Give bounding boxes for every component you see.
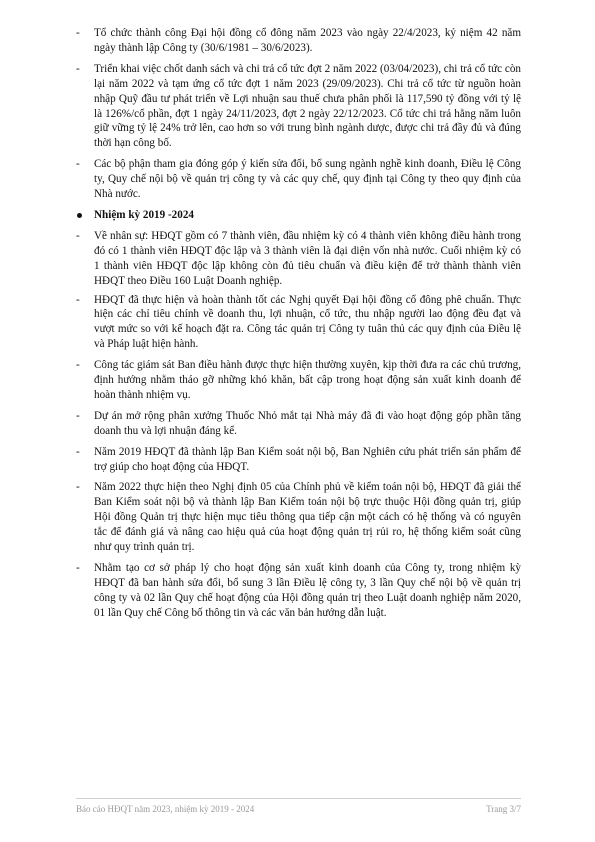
list-item-text: Tổ chức thành công Đại hội đồng cổ đông năm 2023 vào ngày 22/4/2023, kỷ niệm 42 năm ngày thành lập Công ty (30/6/1981 – 30/6/2023).	[94, 27, 521, 54]
list-item	[76, 358, 521, 403]
dash-marker: -	[76, 27, 80, 39]
page-number: Trang 3/7	[486, 804, 521, 814]
section-heading-text: Nhiệm kỳ 2019 -2024	[94, 208, 194, 221]
footer-divider	[76, 798, 521, 799]
dash-marker: -	[76, 293, 80, 306]
list-item	[76, 293, 521, 353]
dash-marker: -	[76, 62, 80, 75]
dash-marker: -	[76, 409, 80, 422]
dash-marker: -	[76, 359, 80, 372]
bullet-dot-icon	[77, 213, 82, 218]
dash-marker: -	[76, 229, 80, 242]
list-item-text: HĐQT đã thực hiện và hoàn thành tốt các Nghị quyết Đại hội đồng cổ đông phê chuẩn. Thực hiện các chỉ tiêu chính về doanh thu, lợi nhuận, cổ tức, thu nhập người lao động đều đạt và vượt mức so với kế hoạch đặt ra. Công tác quản trị Công ty tuân thủ các quy định của Điều lệ và Pháp luật hiện hành.	[94, 293, 521, 351]
list-item	[76, 157, 521, 202]
dash-marker: -	[76, 481, 80, 494]
list-item	[76, 26, 521, 56]
list-item	[76, 445, 521, 475]
list-item-text: Nhằm tạo cơ sở pháp lý cho hoạt động sản xuất kinh doanh của Công ty, trong nhiệm kỳ HĐQT đã ban hành sửa đổi, bổ sung 3 lần Điều lệ công ty, 3 lần Quy chế nội bộ về quản trị công ty và 02 lần Quy chế hoạt động của Hội đồng quản trị theo Luật doanh nghiệp năm 2020, 01 lần Quy chế Công bố thông tin và các văn bản hướng dẫn luật.	[94, 562, 521, 619]
list-item	[76, 480, 521, 555]
list-item-text: Công tác giám sát Ban điều hành được thực hiện thường xuyên, kịp thời đưa ra các chủ trương, định hướng nhằm tháo gỡ những khó khăn, bất cập trong hoạt động sản xuất kinh doanh để hoàn thành nhiệm vụ.	[94, 359, 521, 401]
list-item-text: Về nhân sự: HĐQT gồm có 7 thành viên, đầu nhiệm kỳ có 4 thành viên không điều hành trong đó có 1 thành viên HĐQT độc lập và 3 thành viên là đại diện vốn nhà nước. Cuối nhiệm kỳ có 1 thành viên HĐQT độc lập không còn đủ tiêu chuẩn và điều kiện để trở thành thành viên HĐQT theo Điều 160 Luật Doanh nghiệp.	[94, 229, 521, 287]
dash-marker: -	[76, 158, 80, 171]
footer-title: Báo cáo HĐQT năm 2023, nhiệm kỳ 2019 - 2024	[76, 804, 255, 814]
section-heading	[76, 208, 521, 223]
list-item-text: Triển khai việc chốt danh sách và chi trả cổ tức đợt 2 năm 2022 (03/04/2023), chi trả cổ tức còn lại năm 2022 và tạm ứng cổ tức đợt 1 năm 2023 (29/09/2023). Chi trả cổ tức từ nguồn hoàn nhập Quỹ đầu tư phát triển về Lợi nhuận sau thuế chưa phân phối là 117,590 tỷ đồng với tỷ lệ là 126%/cổ phần, đợt 1 ngày 24/11/2023, đợt 2 ngày 22/12/2023. Cổ tức chi trả hằng năm luôn giữ vững tỷ lệ 24% trở lên, cao hơn so với trung bình ngành dược, được chi trả đầy đủ và đúng thời hạn công bố.	[94, 62, 521, 150]
list-item-text: Năm 2022 thực hiện theo Nghị định 05 của Chính phủ về kiểm toán nội bộ, HĐQT đã giải thể Ban Kiểm soát nội bộ và thành lập Ban Kiểm toán nội bộ trực thuộc Hội đồng quản trị, giúp Hội đồng Quản trị thực hiện mục tiêu thông qua tiếp cận một cách có hệ thống và có nguyên tắc để đánh giá và nâng cao hiệu quả của hoạt động quản trị rủi ro, hệ thống kiểm soát cũng như quy trình quản trị.	[94, 481, 521, 554]
list-item-text: Năm 2019 HĐQT đã thành lập Ban Kiểm soát nội bộ, Ban Nghiên cứu phát triển sản phẩm để trợ giúp cho hoạt động của HĐQT.	[94, 445, 521, 473]
list-item	[76, 561, 521, 621]
list-item	[76, 229, 521, 289]
list-item	[76, 409, 521, 439]
report-body	[76, 26, 521, 627]
list-item-text: Các bộ phận tham gia đóng góp ý kiến sửa đổi, bổ sung ngành nghề kinh doanh, Điều lệ Công ty, Quy chế nội bộ về quản trị công ty và các quy chế, quy định tại Công ty theo quy định của Nhà nước.	[94, 158, 521, 201]
dash-marker: -	[76, 445, 80, 458]
list-item	[76, 62, 521, 151]
list-item-text: Dự án mở rộng phân xưởng Thuốc Nhỏ mắt tại Nhà máy đã đi vào hoạt động góp phần tăng doanh thu và lợi nhuận đáng kể.	[94, 409, 521, 437]
dash-marker: -	[76, 562, 80, 574]
